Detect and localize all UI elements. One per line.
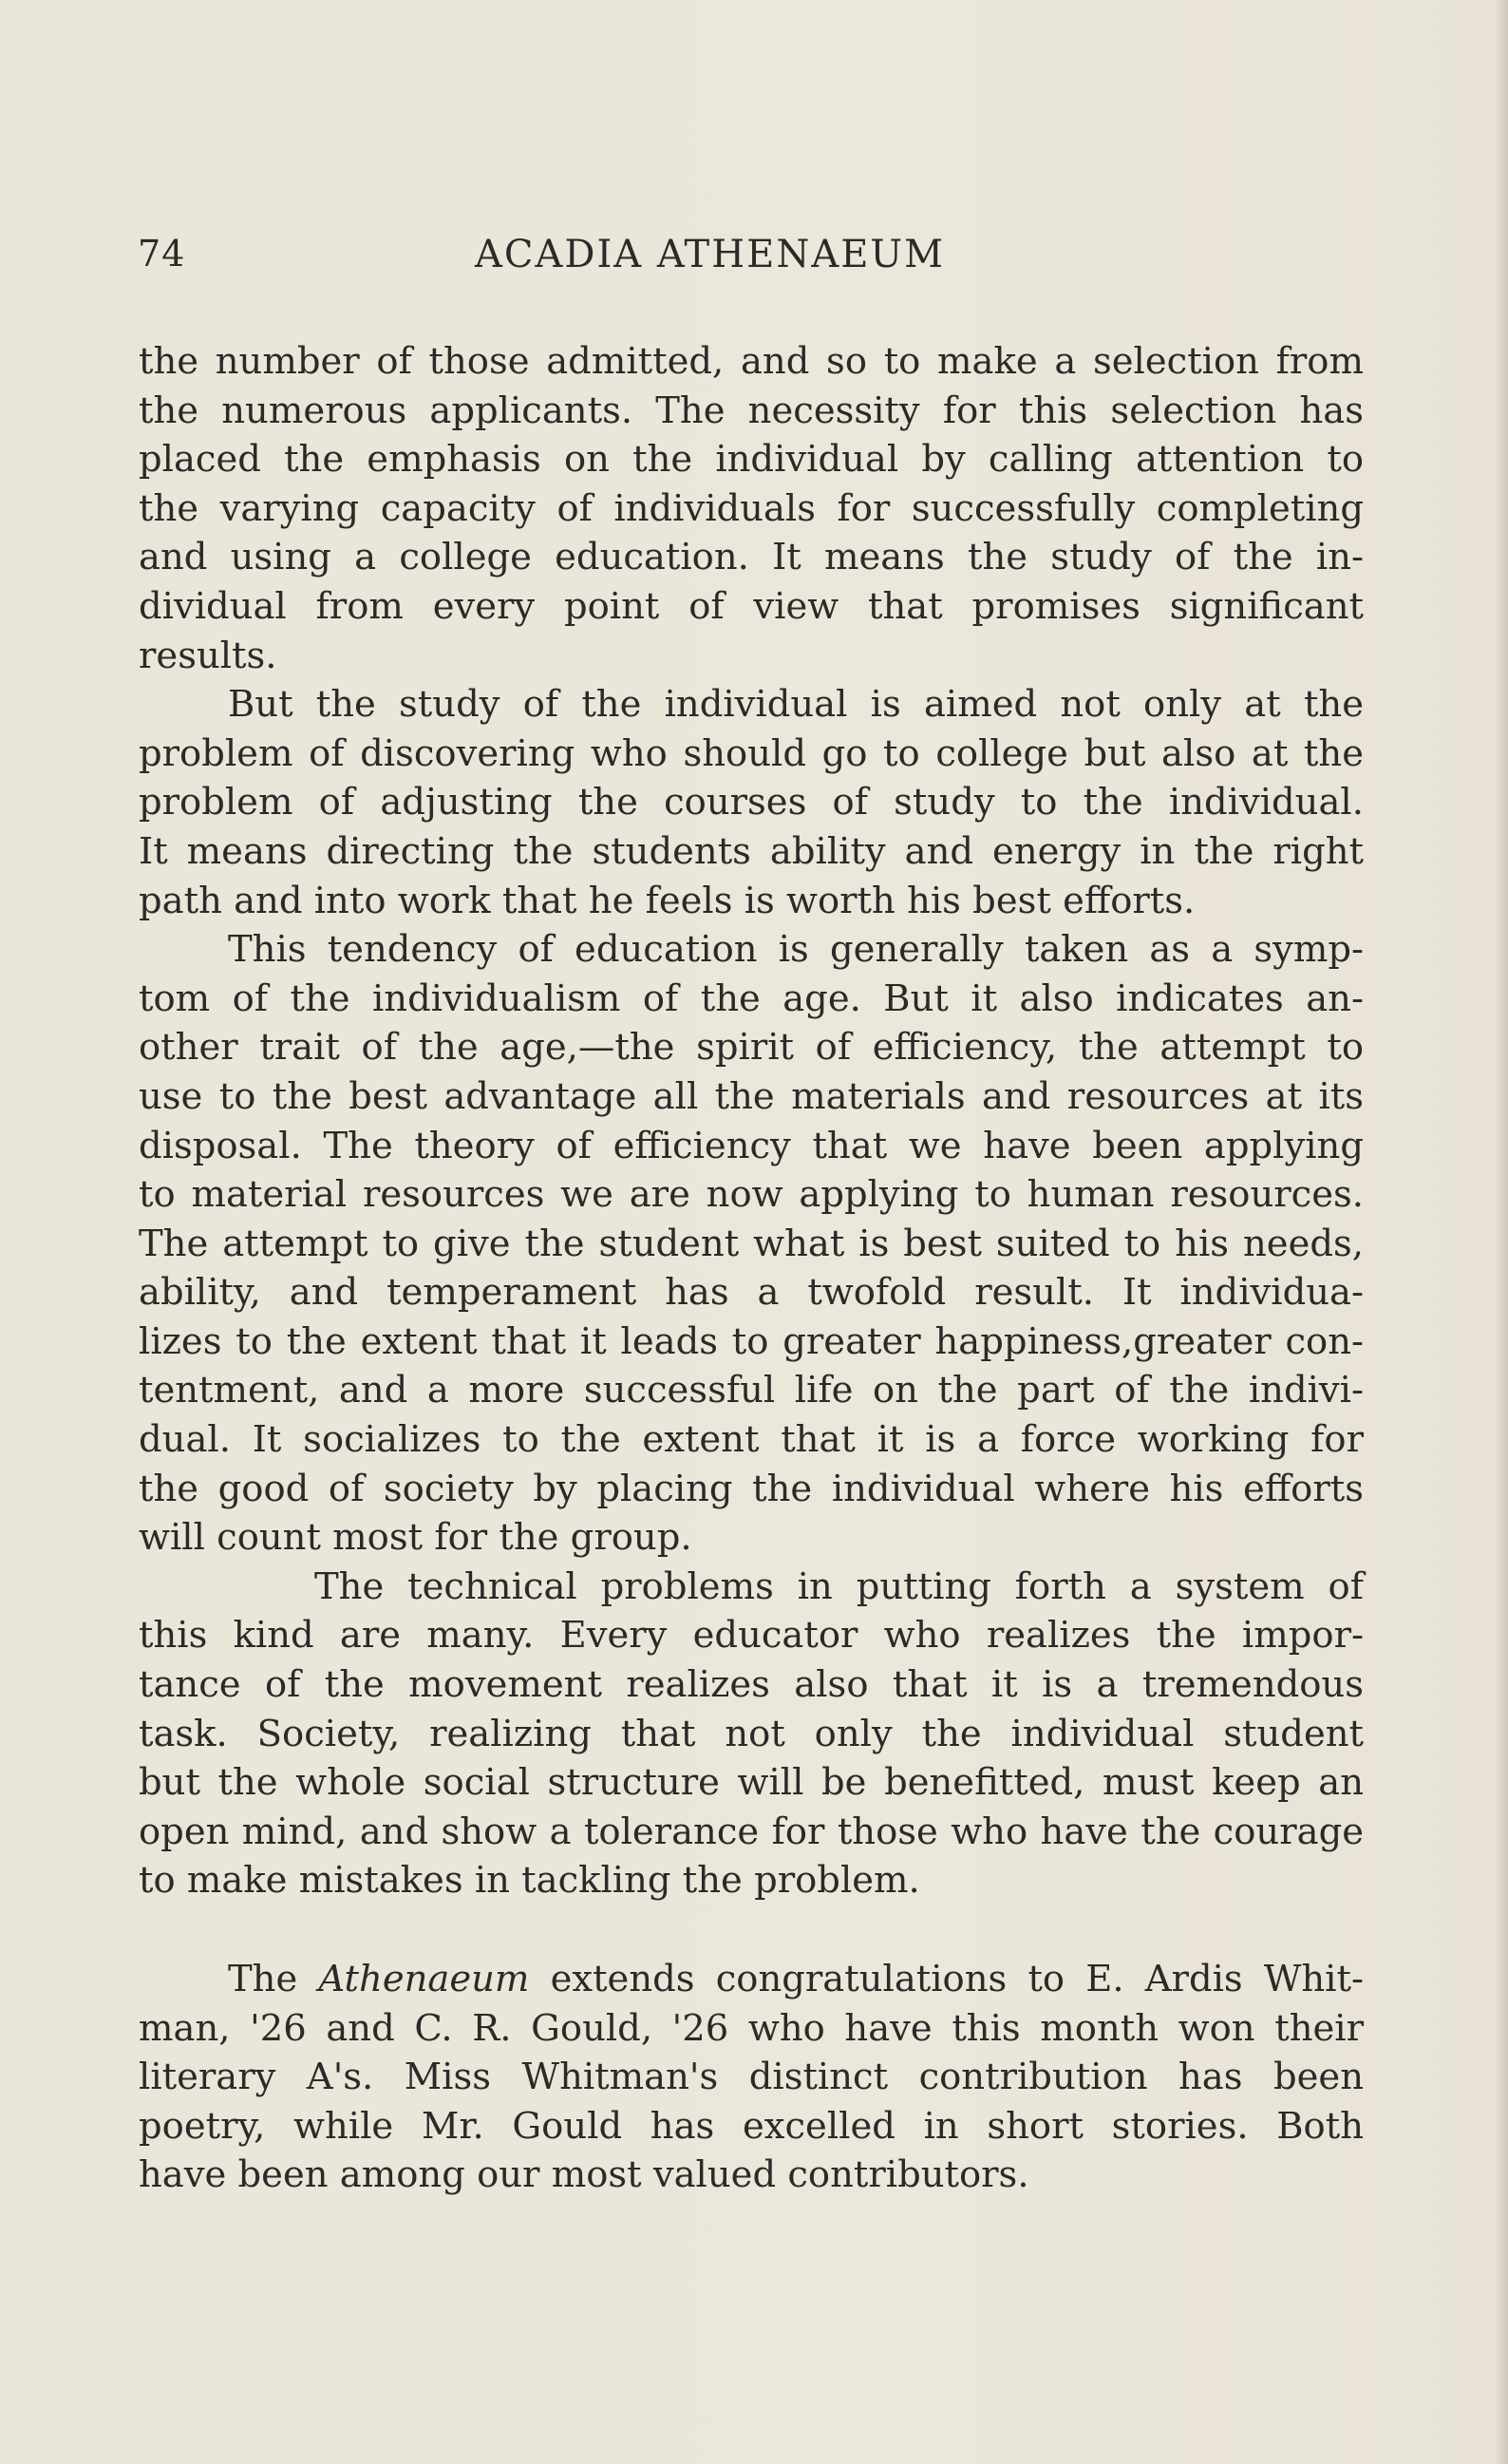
page-header [138, 233, 1372, 290]
text-line: lizes to the extent that it leads to greater happiness,greater con- [139, 1319, 1364, 1363]
text-line: dual. It socializes to the extent that it is a force working for [139, 1418, 1364, 1462]
paragraph-1 [139, 337, 1364, 680]
text-fragment: The [228, 1958, 298, 2000]
page-edge-shadow [1495, 0, 1508, 2464]
text-line: dividual from every point of view that promises significant [139, 584, 1364, 628]
text-line: will count most for the group. [139, 1516, 692, 1560]
text-line: the varying capacity of individuals for successfully completing [139, 486, 1364, 530]
text-line: use to the best advantage all the materials and resources at its [139, 1074, 1364, 1118]
text-line: and using a college education. It means the study of the in- [139, 536, 1364, 579]
section-gap [139, 1905, 1364, 1955]
text-line: the numerous applicants. The necessity for this selection has [139, 389, 1364, 432]
text-fragment: extends congratulations to E. Ardis Whit- [550, 1958, 1364, 2000]
text-line: open mind, and show a tolerance for those who have the courage [139, 1810, 1364, 1853]
text-line: this kind are many. Every educator who realizes the impor- [139, 1614, 1364, 1658]
text-line: other trait of the age,—the spirit of efficiency, the attempt to [139, 1026, 1364, 1070]
text-line: ability, and temperament has a twofold result. It individua- [139, 1271, 1364, 1315]
running-title: ACADIA ATHENAEUM [475, 233, 946, 276]
text-line: literary A's. Miss Whitman's distinct contribution has been [139, 2056, 1364, 2099]
paragraph-2 [139, 680, 1364, 925]
paragraph-4 [139, 1563, 1364, 1905]
text-line: task. Society, realizing that not only the individual student [139, 1712, 1364, 1755]
text-line: But the study of the individual is aimed not only at the [228, 683, 1364, 727]
text-line: This tendency of education is generally taken as a symp- [228, 928, 1364, 972]
page-number: 74 [138, 233, 186, 275]
text-line: path and into work that he feels is worth his best efforts. [139, 879, 1196, 922]
text-line: to material resources we are now applying to human resources. [139, 1173, 1364, 1217]
text-line: to make mistakes in tackling the problem. [139, 1859, 920, 1903]
publication-name: Athenaeum [318, 1958, 530, 2000]
article-body [139, 337, 1364, 2200]
text-line: disposal. The theory of efficiency that we have been applying [139, 1124, 1364, 1167]
text-line: placed the emphasis on the individual by calling attention to [139, 438, 1364, 482]
text-line: tance of the movement realizes also that it is a tremendous [139, 1663, 1364, 1707]
text-line: have been among our most valued contributors. [139, 2153, 1029, 2197]
text-line: the good of society by placing the individual where his efforts [139, 1467, 1364, 1510]
text-line: It means directing the students ability and energy in the right [139, 829, 1364, 873]
text-line: results. [139, 634, 277, 677]
text-line: tom of the individualism of the age. But it also indicates an- [139, 976, 1364, 1020]
text-line: The technical problems in putting forth a system of [314, 1564, 1364, 1608]
text-line: man, '26 and C. R. Gould, '26 who have this month won their [139, 2006, 1364, 2050]
text-line: tentment, and a more successful life on the part of the indivi- [139, 1369, 1364, 1412]
text-line: but the whole social structure will be benefitted, must keep an [139, 1761, 1364, 1805]
text-line: poetry, while Mr. Gould has excelled in short stories. Both [139, 2104, 1364, 2148]
text-line: problem of discovering who should go to college but also at the [139, 731, 1364, 775]
text-line: problem of adjusting the courses of study to the individual. [139, 781, 1364, 824]
paragraph-5 [139, 1955, 1364, 2200]
text-line: the number of those admitted, and so to make a selection from [139, 340, 1364, 383]
paragraph-3 [139, 925, 1364, 1563]
text-line: The attempt to give the student what is best suited to his needs, [139, 1222, 1364, 1265]
text-line [139, 1955, 1364, 2004]
